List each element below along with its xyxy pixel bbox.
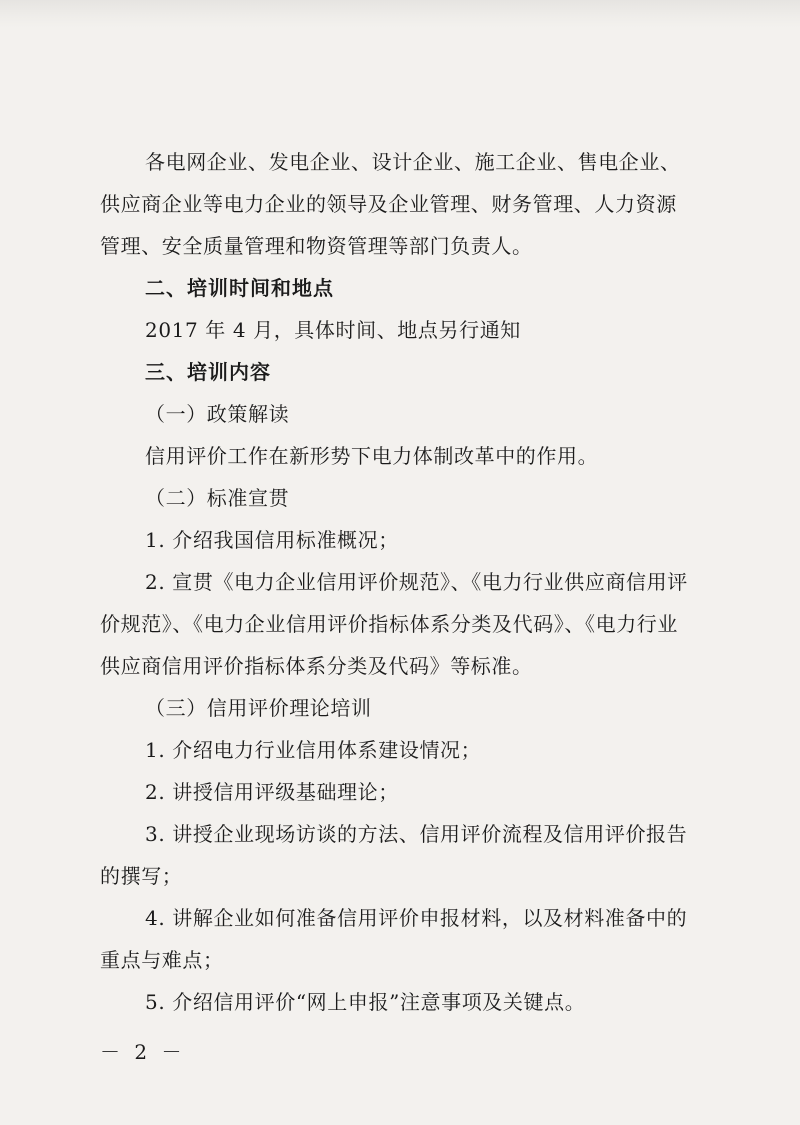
body-text-line: 管理、安全质量管理和物资管理等部门负责人。 <box>100 234 533 258</box>
list-item: 3. 讲授企业现场访谈的方法、信用评价流程及信用评价报告 <box>145 822 688 846</box>
list-item: 1. 介绍我国信用标准概况； <box>145 528 399 552</box>
body-text-line: 价规范》、《电力企业信用评价指标体系分类及代码》、《电力行业 <box>100 612 678 636</box>
body-text-line: 信用评价工作在新形势下电力体制改革中的作用。 <box>145 444 599 468</box>
section-heading-time-location: 二、培训时间和地点 <box>145 276 334 300</box>
body-text-line: 重点与难点； <box>100 948 224 972</box>
list-item: 1. 介绍电力行业信用体系建设情况； <box>145 738 482 762</box>
page-number: － 2 － <box>100 1040 186 1064</box>
body-text-line: 各电网企业、发电企业、设计企业、施工企业、售电企业、 <box>145 150 681 174</box>
subsection-heading-standards: （二）标准宣贯 <box>145 486 290 510</box>
section-heading-content: 三、培训内容 <box>145 360 271 384</box>
body-text-line: 供应商企业等电力企业的领导及企业管理、财务管理、人力资源 <box>100 192 677 216</box>
list-item: 5. 介绍信用评价“网上申报”注意事项及关键点。 <box>145 990 586 1014</box>
body-text-line: 的撰写； <box>100 864 183 888</box>
body-text-line: 供应商信用评价指标体系分类及代码》等标准。 <box>100 654 533 678</box>
list-item: 2. 讲授信用评级基础理论； <box>145 780 399 804</box>
list-item: 2. 宣贯《电力企业信用评价规范》、《电力行业供应商信用评 <box>145 570 688 594</box>
subsection-heading-policy: （一）政策解读 <box>145 402 290 426</box>
subsection-heading-theory: （三）信用评价理论培训 <box>145 696 372 720</box>
list-item: 4. 讲解企业如何准备信用评价申报材料，以及材料准备中的 <box>145 906 688 930</box>
body-text-line: 2017 年 4 月，具体时间、地点另行通知 <box>145 318 521 342</box>
